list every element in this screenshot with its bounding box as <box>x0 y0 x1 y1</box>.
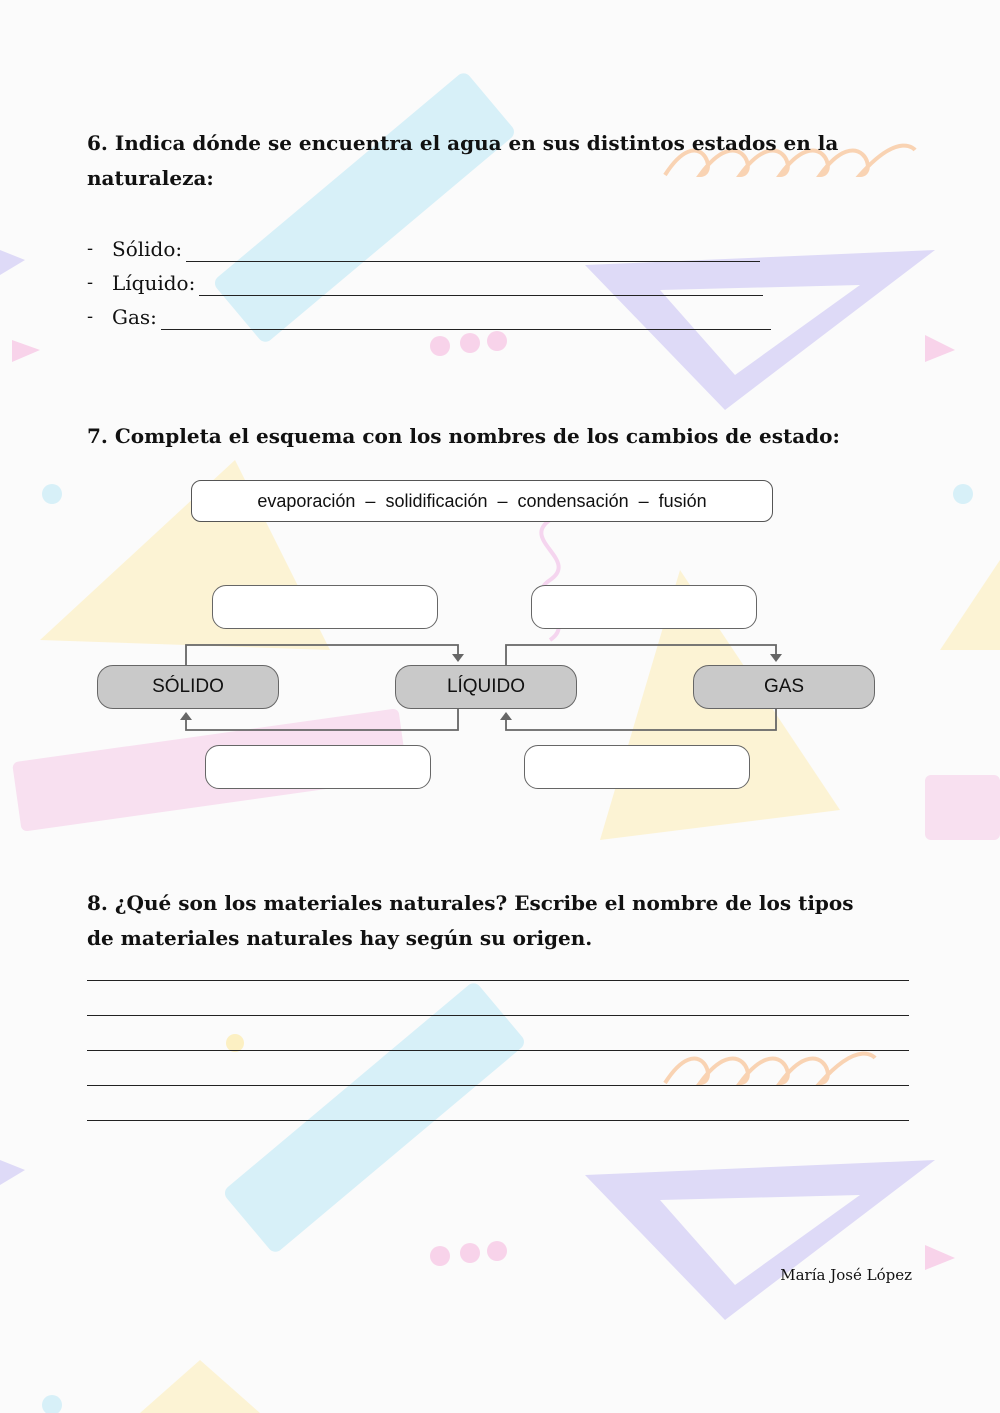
q6-item-gas <box>87 304 771 330</box>
q8-title-line2: de materiales naturales hay según su origen. <box>87 926 593 950</box>
list-dash: - <box>87 238 94 259</box>
q6-item-liquid <box>87 270 763 296</box>
state-liquid-label: LÍQUIDO <box>446 676 526 697</box>
blank-gas-to-liquid[interactable] <box>524 745 750 789</box>
word-bank-text: evaporación – solidificación – condensación – fusión <box>257 490 707 511</box>
q8-title-line1: 8. ¿Qué son los materiales naturales? Escribe el nombre de los tipos <box>87 891 854 915</box>
q8-answer-line[interactable] <box>87 1085 909 1086</box>
state-liquid <box>395 665 577 709</box>
blank-solid-to-liquid[interactable] <box>212 585 438 629</box>
blank-liquid-to-gas[interactable] <box>531 585 757 629</box>
state-gas <box>693 665 875 709</box>
word-bank <box>191 480 773 522</box>
q6-solid-answer-line[interactable] <box>186 241 760 262</box>
q6-item-solid-label: Sólido: <box>112 237 183 261</box>
q6-item-liquid-label: Líquido: <box>112 271 196 295</box>
state-solid <box>97 665 279 709</box>
author-credit: María José López <box>780 1266 912 1284</box>
blank-liquid-to-solid[interactable] <box>205 745 431 789</box>
arrow-gas-to-liquid <box>506 709 776 730</box>
arrowhead <box>180 712 192 720</box>
arrow-solid-to-liquid <box>186 645 458 665</box>
q8-answer-line[interactable] <box>87 1015 909 1016</box>
q8-answer-line[interactable] <box>87 1120 909 1121</box>
q6-item-gas-label: Gas: <box>112 305 157 329</box>
state-solid-label: SÓLIDO <box>152 676 224 697</box>
arrowhead <box>770 654 782 662</box>
arrowhead <box>500 712 512 720</box>
list-dash: - <box>87 306 94 327</box>
q7-title: 7. Completa el esquema con los nombres de los cambios de estado: <box>87 424 840 448</box>
state-gas-label: GAS <box>763 676 805 697</box>
q6-gas-answer-line[interactable] <box>161 309 771 330</box>
q6-item-solid <box>87 236 760 262</box>
arrowhead <box>452 654 464 662</box>
list-dash: - <box>87 272 94 293</box>
q8-title <box>87 886 907 956</box>
arrow-liquid-to-gas <box>506 645 776 665</box>
q6-title-line1: 6. Indica dónde se encuentra el agua en sus distintos estados en la <box>87 131 839 155</box>
q6-title <box>87 126 907 196</box>
q6-title-line2: naturaleza: <box>87 166 214 190</box>
q8-answer-line[interactable] <box>87 980 909 981</box>
q8-answer-line[interactable] <box>87 1050 909 1051</box>
arrow-liquid-to-solid <box>186 709 458 730</box>
q6-liquid-answer-line[interactable] <box>199 275 763 296</box>
